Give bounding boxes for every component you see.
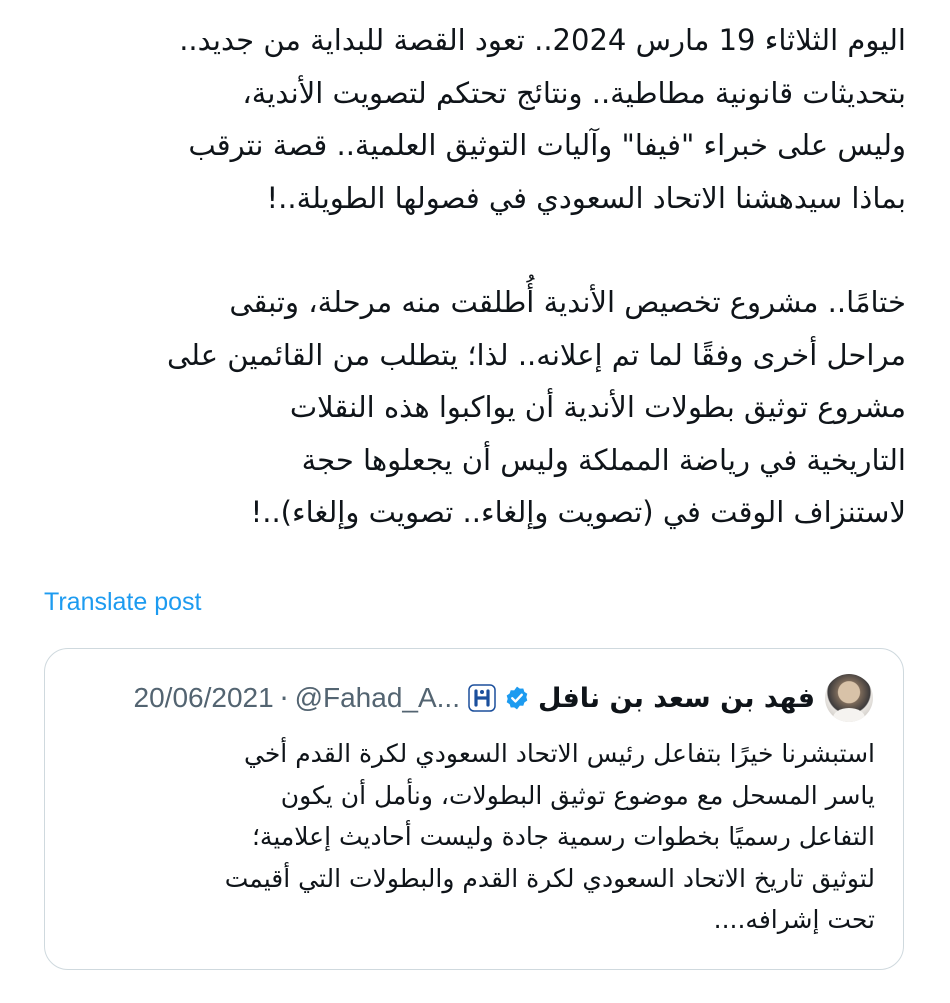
- author-avatar[interactable]: [825, 674, 873, 722]
- al-hilal-club-badge-icon: [468, 684, 496, 712]
- post-paragraph-1: [40, 14, 906, 224]
- quoted-line: ياسر المسحل مع موضوع توثيق البطولات، ونأمل أن يكون: [280, 780, 875, 810]
- post-line: مشروع توثيق بطولات الأندية أن يواكبوا هذه النقلات: [289, 390, 906, 424]
- quoted-post-date[interactable]: 20/06/2021: [133, 682, 274, 713]
- quoted-post-card[interactable]: [44, 648, 904, 970]
- post-body: [40, 14, 906, 539]
- post-paragraph-2: [40, 276, 906, 539]
- post-line: بماذا سيدهشنا الاتحاد السعودي في فصولها الطويلة..!: [266, 180, 906, 215]
- quoted-author-handle[interactable]: @Fahad_A...: [294, 682, 460, 713]
- post-line: لاستنزاف الوقت في (تصويت وإلغاء.. تصويت وإلغاء)..!: [250, 495, 906, 529]
- translate-post-link[interactable]: Translate post: [44, 588, 202, 616]
- post-line: مراحل أخرى وفقًا لما تم إعلانه.. لذا؛ يتطلب من القائمين على: [166, 337, 906, 372]
- post-line: ختامًا.. مشروع تخصيص الأندية أُطلقت منه مرحلة، وتبقى: [229, 285, 906, 319]
- meta-separator: ·: [279, 681, 289, 715]
- post-line: اليوم الثلاثاء 19 مارس 2024.. تعود القصة للبداية من جديد..: [179, 23, 906, 57]
- quoted-line: تحت إشرافه....: [713, 905, 875, 934]
- quoted-post-text: [75, 733, 875, 941]
- quoted-post-header: [67, 673, 873, 723]
- verified-badge-icon: [504, 685, 530, 711]
- quoted-author-name[interactable]: فهد بن سعد بن نافل: [537, 682, 815, 714]
- post-line: بتحديثات قانونية مطاطية.. ونتائج تحتكم لتصويت الأندية،: [242, 75, 906, 110]
- quoted-line: التفاعل رسميًا بخطوات رسمية جادة وليست أحاديث إعلامية؛: [251, 822, 875, 851]
- post-line: وليس على خبراء "فيفا" وآليات التوثيق العلمية.. قصة نترقب: [188, 128, 906, 162]
- quoted-line: لتوثيق تاريخ الاتحاد السعودي لكرة القدم والبطولات التي أقيمت: [224, 863, 875, 893]
- quoted-line: استبشرنا خيرًا بتفاعل رئيس الاتحاد السعودي لكرة القدم أخي: [244, 739, 875, 768]
- post-line: التاريخية في رياضة المملكة وليس أن يجعلوها حجة: [301, 442, 906, 477]
